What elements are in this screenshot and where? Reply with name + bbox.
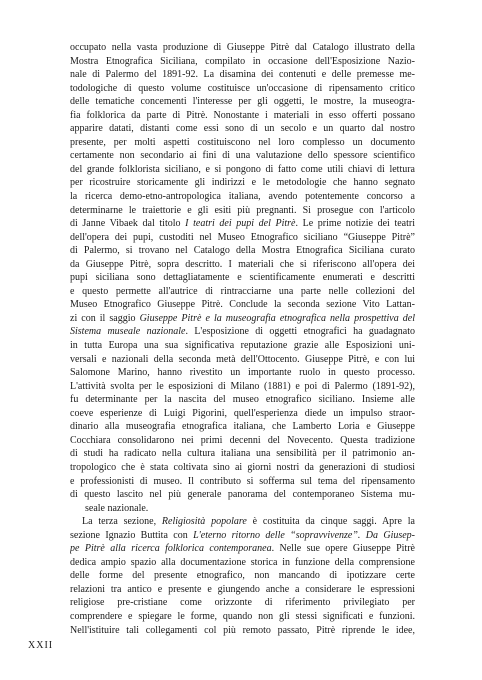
line-text: dell'opera dei pupi, custoditi nel Museo Etnografico siciliano “Giuseppe Pitrè” bbox=[70, 231, 415, 243]
text-line bbox=[70, 366, 415, 380]
text-line bbox=[70, 393, 415, 407]
text-line bbox=[70, 271, 415, 285]
line-text: todologiche di questo volume costituisce un'occasione di ripensamento critico bbox=[70, 82, 415, 94]
text-line bbox=[70, 68, 415, 82]
line-text-after: . L'esposizione di oggetti etnografici ha guadagnato bbox=[185, 326, 415, 338]
text-line bbox=[70, 41, 415, 55]
line-text: fia folklorica da parte di Pitrè. Nonostante i materiali in esso offerti possano bbox=[70, 109, 415, 121]
text-line bbox=[70, 407, 415, 421]
text-line bbox=[70, 596, 415, 610]
line-text: Nell'istituire tali collegamenti col più remoto passato, Pitrè riprende le idee, bbox=[70, 624, 415, 636]
line-text: Museo Etnografico Giuseppe Pitrè. Conclude la seconda sezione Vito Lattan- bbox=[70, 299, 415, 311]
text-line bbox=[70, 529, 415, 543]
line-text: Cocchiara consolidarono nei primi decenni del Novecento. Questa tradizione bbox=[70, 434, 415, 446]
line-text: fu determinante per la nascita del museo etnografico siciliano. Insieme alle bbox=[70, 394, 415, 406]
italic-title: pe Pitrè alla ricerca folklorica contemporanea bbox=[70, 543, 272, 555]
text-line bbox=[70, 95, 415, 109]
italic-title: L'eterno ritorno delle “sopravvivenze”. Da Giusep- bbox=[193, 529, 415, 541]
line-text: Salomone Marino, hanno rivestito un importante ruolo in questo processo. bbox=[70, 367, 415, 379]
text-line bbox=[70, 434, 415, 448]
text-line bbox=[70, 339, 415, 353]
line-text: occupato nella vasta produzione di Giuseppe Pitrè dal Catalogo illustrato della bbox=[70, 42, 415, 53]
text-line bbox=[70, 258, 415, 272]
text-line bbox=[70, 55, 415, 69]
line-text: religiose pre-cristiane come orizzonte di riferimento privilegiato per bbox=[70, 597, 415, 609]
paragraph bbox=[70, 41, 415, 515]
italic-title: Sistema museale nazionale bbox=[70, 326, 186, 338]
line-text: comprendere e spiegare le forme, quando non gli stessi significati e funzioni. bbox=[70, 610, 415, 622]
line-text: di questo lascito nel più generale panorama del contemporaneo Sistema mu- bbox=[70, 489, 415, 501]
line-text: in tutta Europa una sua significativa reputazione grazie alle Esposizioni uni- bbox=[70, 340, 415, 352]
text-line bbox=[70, 420, 415, 434]
text-line bbox=[70, 353, 415, 367]
line-text: delle tematiche concementi l'interesse per gli oggetti, le mostre, la museogra- bbox=[70, 96, 415, 108]
line-text: certamente non secondario ai fini di una valutazione dello spessore scientifico bbox=[70, 150, 415, 162]
line-text: dedica ampio spazio alla documentazione storica in funzione della comprensione bbox=[70, 556, 415, 568]
text-line bbox=[70, 488, 415, 502]
text-line bbox=[70, 217, 415, 231]
page-number: XXII bbox=[28, 640, 54, 651]
line-text: zi con il saggio bbox=[70, 312, 140, 324]
text-line bbox=[70, 285, 415, 299]
line-text: e questo permette all'autrice di rintracciarne una parte nelle collezioni del bbox=[70, 285, 415, 297]
body-text bbox=[70, 41, 415, 637]
text-line bbox=[70, 204, 415, 218]
paragraph bbox=[70, 515, 415, 637]
line-text: la ricerca demo-etno-antropologica italiana, avendo potentemente concorso a bbox=[70, 191, 415, 203]
text-line bbox=[70, 502, 415, 516]
text-line bbox=[70, 312, 415, 326]
text-line bbox=[70, 610, 415, 624]
text-line bbox=[70, 542, 415, 556]
text-line bbox=[70, 515, 415, 529]
text-line bbox=[70, 231, 415, 245]
text-line bbox=[70, 298, 415, 312]
line-text: coeve esperienze di Luigi Pigorini, quell'esperienza diede un impulso straor- bbox=[70, 407, 415, 419]
italic-title: Giuseppe Pitrè e la museografia etnografica nella prospettiva del bbox=[139, 312, 415, 324]
line-text: versali e nazionali della seconda metà dell'Ottocento. Giuseppe Pitrè, e con lui bbox=[70, 353, 415, 365]
line-text: delle forme del presente etnografico, non mancando di ipotizzare certe bbox=[70, 570, 415, 582]
line-text: nale di Palermo del 1891-92. La disamina dei contenuti e delle premesse me- bbox=[70, 69, 415, 81]
text-line bbox=[70, 447, 415, 461]
line-text: di Palermo, si trovano nel Catalogo della Mostra Etnografica Siciliana curato bbox=[70, 245, 415, 257]
text-line bbox=[70, 149, 415, 163]
line-text: seale nazionale. bbox=[85, 502, 149, 514]
line-text: Mostra Etnografica Siciliana, compilato in occasione dell'Esposizione Nazio- bbox=[70, 55, 415, 67]
line-text: tropologico che è stata coltivata sino ai giorni nostri da generazioni di studiosi bbox=[70, 461, 415, 473]
text-line bbox=[70, 122, 415, 136]
line-text: di Janne Vibaek dal titolo bbox=[70, 218, 186, 230]
text-line bbox=[70, 461, 415, 475]
line-text: sezione Ignazio Buttita con bbox=[70, 529, 194, 541]
text-line bbox=[70, 136, 415, 150]
text-line bbox=[70, 569, 415, 583]
line-text-after: . Nelle sue opere Giuseppe Pitrè bbox=[271, 543, 415, 555]
line-text: da Giuseppe Pitrè, sopra descritto. I materiali che si riferiscono all'opera dei bbox=[70, 258, 415, 270]
line-text: per ricostruire storicamente gli indirizzi e le metodologie che hanno segnato bbox=[70, 177, 415, 189]
text-line bbox=[70, 82, 415, 96]
line-text: apparire datati, distanti come essi sono di un secolo e un quarto dal nostro bbox=[70, 123, 415, 135]
text-line bbox=[70, 190, 415, 204]
line-text: di studi ha radicato nella cultura italiana una sensibilità per il patrimonio an- bbox=[70, 448, 415, 460]
line-text: dinario alla museografia etnografica italiana, che Lamberto Loria e Giuseppe bbox=[70, 421, 415, 433]
line-text: relazioni tra antico e presente e giungendo anche a considerare le espressioni bbox=[70, 583, 415, 595]
italic-title: Religiosità popolare bbox=[161, 516, 247, 528]
line-text: La terza sezione, bbox=[82, 516, 162, 528]
text-line bbox=[70, 380, 415, 394]
line-text-after: . Le prime notizie dei teatri bbox=[295, 218, 415, 230]
line-text: L'attività svolta per le esposizioni di Milano (1881) e poi di Palermo (1891-92), bbox=[70, 380, 415, 392]
line-text: del grande folklorista siciliano, e si pongono di fatto come utili chiavi di lettura bbox=[70, 163, 415, 175]
line-text-after: è costituita da cinque saggi. Apre la bbox=[246, 516, 415, 528]
text-line bbox=[70, 163, 415, 177]
text-line bbox=[70, 475, 415, 489]
text-line bbox=[70, 583, 415, 597]
line-text: pupi siciliana sono dettagliatamente e scientificamente enumerati e descritti bbox=[70, 272, 415, 284]
text-line bbox=[70, 109, 415, 123]
text-line bbox=[70, 556, 415, 570]
line-text: e professionisti di museo. Il contributo si sofferma sul tema del ripensamento bbox=[70, 475, 415, 487]
line-text: determinarne le traiettorie e gli esiti più pregnanti. Si prosegue con l'articolo bbox=[70, 204, 415, 216]
text-line bbox=[70, 176, 415, 190]
text-line bbox=[70, 325, 415, 339]
line-text: presente, per molti aspetti costituiscono nel loro complesso un documento bbox=[70, 136, 415, 148]
text-line bbox=[70, 244, 415, 258]
italic-title: I teatri dei pupi del Pitrè bbox=[185, 218, 296, 230]
text-line bbox=[70, 624, 415, 638]
